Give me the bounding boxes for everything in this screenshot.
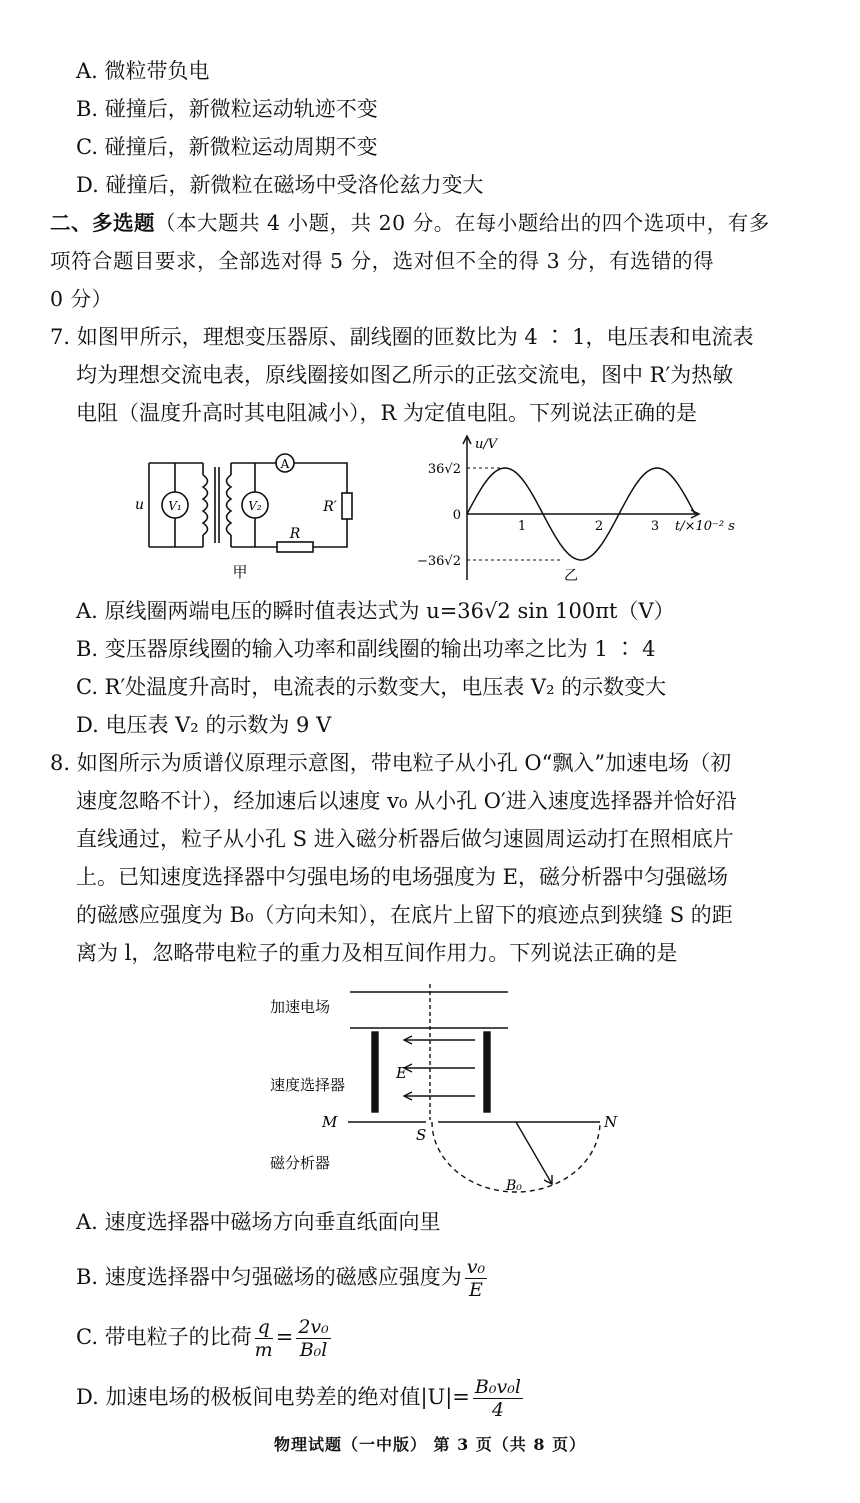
label-S: S (416, 1126, 427, 1144)
fraction-denominator: B₀l (299, 1339, 328, 1361)
q6-option-c: C. 碰撞后，新微粒运动周期不变 (76, 135, 378, 159)
fraction-denominator: m (254, 1339, 273, 1361)
ammeter-a: A (280, 457, 290, 471)
fraction-denominator: E (469, 1279, 483, 1301)
q7-option-c: C. R′处温度升高时，电流表的示数变大，电压表 V₂ 的示数变大 (76, 675, 667, 699)
q8-stem-1: 8. 如图所示为质谱仪原理示意图，带电粒子从小孔 O“飘入”加速电场（初 (50, 751, 732, 775)
section-2-heading (50, 208, 770, 238)
section-2-title: 二、多选题 (50, 211, 155, 235)
sine-y-axis-label: u/V (475, 437, 498, 452)
sine-tick-2: 2 (594, 519, 604, 534)
label-accel-field: 加速电场 (270, 998, 331, 1016)
q8-option-b-fraction (465, 1256, 487, 1301)
q8-stem-3: 直线通过，粒子从小孔 S 进入磁分析器后做匀速圆周运动打在照相底片 (76, 827, 734, 851)
q8-option-d (76, 1372, 526, 1422)
sine-tick-3: 3 (650, 519, 660, 534)
figure-jia-caption: 甲 (232, 563, 248, 581)
label-M: M (322, 1113, 338, 1131)
q7-option-b: B. 变压器原线圈的输入功率和副线圈的输出功率之比为 1 ∶ 4 (76, 637, 656, 661)
voltmeter-v2: V₂ (248, 499, 262, 513)
q6-option-d: D. 碰撞后，新微粒在磁场中受洛伦兹力变大 (76, 173, 484, 197)
label-magnetic-analyzer: 磁分析器 (270, 1154, 331, 1172)
voltmeter-v1: V₁ (168, 499, 182, 513)
q8-option-c-lhs-fraction (255, 1316, 273, 1361)
q7-stem-2: 均为理想交流电表，原线圈接如图乙所示的正弦交流电，图中 R′为热敏 (76, 363, 734, 387)
fraction-numerator: v₀ (466, 1256, 486, 1278)
label-velocity-selector: 速度选择器 (270, 1076, 346, 1094)
q7-figure-sine (405, 430, 765, 590)
q8-option-b-text: B. 速度选择器中匀强磁场的磁感应强度为 (76, 1265, 462, 1289)
section-2-desc-2: 项符合题目要求，全部选对得 5 分，选对但不全的得 3 分，有选错的得 (50, 249, 715, 273)
q8-stem-4: 上。已知速度选择器中匀强电场的电场强度为 E，磁分析器中匀强磁场 (76, 865, 729, 889)
q8-stem-2: 速度忽略不计），经加速后以速度 v₀ 从小孔 O′进入速度选择器并恰好沿 (76, 789, 737, 813)
q8-stem-6: 离为 l，忽略带电粒子的重力及相互间作用力。下列说法正确的是 (76, 941, 678, 965)
fraction-numerator: B₀v₀l (474, 1376, 521, 1398)
q6-option-a: A. 微粒带负电 (76, 59, 210, 83)
q8-option-c-rhs-fraction (296, 1316, 330, 1361)
sine-x-axis-label: t/×10⁻² s (675, 519, 735, 534)
resistor-r-prime-label: R′ (323, 499, 337, 515)
circuit-u-label: u (135, 497, 144, 513)
q8-stem-5: 的磁感应强度为 B₀（方向未知），在底片上留下的痕迹点到狭缝 S 的距 (76, 903, 733, 927)
q7-stem-3: 电阻（温度升高时其电阻减小），R 为定值电阻。下列说法正确的是 (76, 401, 697, 425)
q7-stem-1: 7. 如图甲所示，理想变压器原、副线圈的匝数比为 4 ∶ 1，电压表和电流表 (50, 325, 754, 349)
q7-option-a: A. 原线圈两端电压的瞬时值表达式为 u=36√2 sin 100πt（V） (76, 599, 675, 623)
q8-option-c (76, 1312, 334, 1362)
q8-option-b (76, 1252, 490, 1302)
equals-sign: = (275, 1325, 294, 1349)
q8-option-a: A. 速度选择器中磁场方向垂直纸面向里 (76, 1210, 441, 1234)
sine-y-min: −36√2 (417, 554, 461, 569)
figure-yi-caption: 乙 (564, 568, 578, 584)
page-footer: 物理试题（一中版） 第 3 页（共 8 页） (273, 1435, 587, 1454)
sine-y-max: 36√2 (427, 462, 461, 477)
q8-option-c-text: C. 带电粒子的比荷 (76, 1325, 252, 1349)
sine-tick-1: 1 (517, 519, 527, 534)
sine-origin: 0 (452, 508, 461, 523)
q8-option-d-text: D. 加速电场的极板间电势差的绝对值|U|= (76, 1385, 470, 1409)
section-2-desc-1: （本大题共 4 小题，共 20 分。在每小题给出的四个选项中，有多 (155, 211, 770, 235)
fraction-numerator: q (255, 1316, 273, 1339)
q6-option-b: B. 碰撞后，新微粒运动轨迹不变 (76, 97, 378, 121)
label-B0: B₀ (506, 1178, 522, 1194)
q8-option-d-fraction (473, 1376, 523, 1421)
q8-figure-mass-spectrometer (260, 980, 640, 1200)
resistor-r-label: R (289, 526, 301, 542)
q7-option-d: D. 电压表 V₂ 的示数为 9 V (76, 713, 332, 737)
label-N: N (604, 1113, 618, 1131)
label-E: E (396, 1064, 407, 1082)
q7-figure-circuit (135, 445, 375, 585)
fraction-denominator: 4 (491, 1399, 504, 1421)
fraction-numerator: 2v₀ (298, 1316, 329, 1338)
section-2-desc-3: 0 分） (50, 287, 113, 311)
